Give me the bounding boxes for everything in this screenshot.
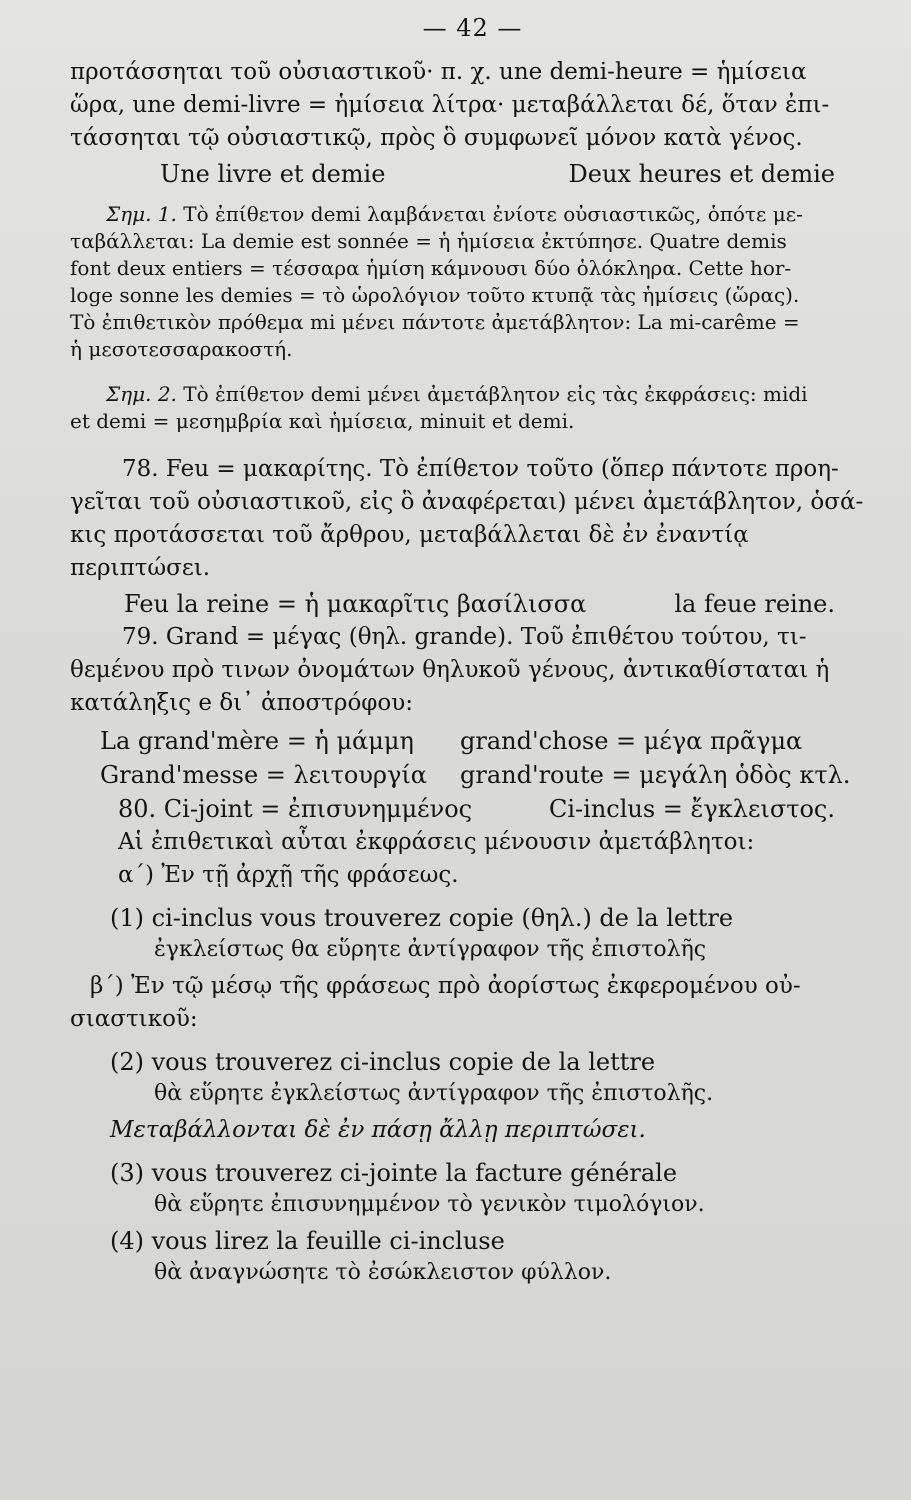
note-1 (70, 201, 875, 363)
text-line: Αἱ ἐπιθετικαὶ αὗται ἐκφράσεις μένουσιν ἀμετάβλητοι: (118, 829, 755, 855)
heading-right: Ci-inclus = ἔγκλειστος. (549, 795, 835, 823)
example-greek: θὰ εὕρητε ἐγκλείστως ἀντίγραφον τῆς ἐπιστολῆς. (154, 1081, 714, 1106)
text-line: τάσσηται τῷ οὐσιαστικῷ, πρὸς ὃ συμφωνεῖ μόνον κατὰ γένος. (70, 125, 803, 151)
text-line: προτάσσηται τοῦ οὐσιαστικοῦ· π. χ. une demi-heure = ἡμίσεια (70, 59, 807, 85)
heading-left: 80. Ci-joint = ἐπισυνημμένος (118, 795, 473, 823)
example-right: Deux heures et demie (568, 160, 835, 188)
example-right: la feue reine. (674, 590, 835, 618)
text-line: Τὸ ἐπιθετικὸν πρόθεμα mi μένει πάντοτε ἀμετάβλητον: La mi-carême = (70, 310, 800, 334)
text-line: font deux entiers = τέσσαρα ἡμίση κάμνουσι δύο ὁλόκληρα. Cette hor- (70, 256, 792, 280)
text-line: Σημ. 1. Τὸ ἐπίθετον demi λαμβάνεται ἐνίοτε οὐσιαστικῶς, ὁπότε με- (106, 202, 803, 226)
paragraph-78 (70, 453, 875, 621)
text-line: loge sonne les demies = τὸ ὡρολόγιον τοῦτο κτυπᾷ τὰς ἡμίσεις (ὥρας). (70, 283, 800, 307)
text-line: ταβάλλεται: La demie est sonnée = ἡ ἡμίσεια ἐκτύπησε. Quatre demis (70, 229, 787, 253)
example-french: (2) vous trouverez ci-inclus copie de la lettre (110, 1048, 656, 1076)
text-line: κατάληξις e δι᾿ ἀποστρόφου: (70, 690, 413, 716)
note-2 (70, 381, 875, 435)
note-label: Σημ. 1. (106, 202, 177, 226)
example-french: (3) vous trouverez ci-jointe la facture générale (110, 1159, 678, 1187)
paragraph-79 (70, 621, 875, 792)
text-line: et demi = μεσημβρία καὶ ἡμίσεια, minuit et demi. (70, 409, 575, 433)
note-label: Σημ. 2. (106, 382, 177, 406)
examples-row (70, 155, 875, 191)
text-line: σιαστικοῦ: (70, 1006, 198, 1032)
example-greek: θὰ ἀναγνώσητε τὸ ἐσώκλειστον φύλλον. (154, 1260, 612, 1285)
text-line: 79. Grand = μέγας (θηλ. grande). Τοῦ ἐπιθέτου τούτου, τι- (122, 624, 807, 650)
example-left: Une livre et demie (160, 160, 386, 188)
text-line: 78. Feu = μακαρίτης. Τὸ ἐπίθετον τοῦτο (ὅπερ πάντοτε προη- (122, 456, 839, 482)
pair-item: grand'route = μεγάλη ὁδὸς κτλ. (460, 761, 851, 789)
example-pairs (70, 724, 875, 792)
text-line: Μεταβάλλονται δὲ ἐν πάσῃ ἄλλῃ περιπτώσει. (110, 1117, 646, 1143)
example-greek: ἐγκλείστως θα εὕρητε ἀντίγραφον τῆς ἐπιστολῆς (154, 937, 707, 962)
example-left: Feu la reine = ἡ μακαρῖτις βασίλισσα (124, 590, 587, 618)
example-row (70, 585, 875, 621)
pair-item: La grand'mère = ἡ μάμμη (100, 727, 414, 755)
intro-paragraph (70, 56, 875, 155)
page-number: — 42 — (422, 14, 523, 42)
example-greek: θὰ εὕρητε ἐπισυνημμένον τὸ γενικὸν τιμολόγιον. (154, 1192, 705, 1217)
heading-row (70, 792, 875, 826)
text-line: ὥρα, une demi-livre = ἡμίσεια λίτρα· μεταβάλλεται δέ, ὅταν ἐπι- (70, 92, 830, 118)
text-line: γεῖται τοῦ οὐσιαστικοῦ, εἰς ὃ ἀναφέρεται) μένει ἀμετάβλητον, ὁσά- (70, 489, 864, 515)
paragraph-80 (70, 792, 875, 1289)
pair-item: grand'chose = μέγα πρᾶγμα (460, 727, 803, 755)
text-line: α΄) Ἐν τῇ ἀρχῇ τῆς φράσεως. (118, 862, 459, 888)
text-line: ἡ μεσοτεσσαρακοστή. (70, 337, 293, 361)
pair-item: Grand'messe = λειτουργία (100, 761, 427, 789)
text-line: β΄) Ἐν τῷ μέσῳ τῆς φράσεως πρὸ ἀορίστως ἐκφερομένου οὐ- (90, 973, 801, 999)
text-line: Σημ. 2. Τὸ ἐπίθετον demi μένει ἀμετάβλητον εἰς τὰς ἐκφράσεις: midi (106, 382, 808, 406)
text-line: κις προτάσσεται τοῦ ἄρθρου, μεταβάλλεται δὲ ἐν ἐναντίᾳ περιπτώσει. (70, 522, 749, 581)
example-french: (1) ci-inclus vous trouverez copie (θηλ.) de la lettre (110, 904, 734, 932)
example-french: (4) vous lirez la feuille ci-incluse (110, 1227, 505, 1255)
text-line: θεμένου πρὸ τινων ὀνομάτων θηλυκοῦ γένους, ἀντικαθίσταται ἡ (70, 657, 830, 683)
